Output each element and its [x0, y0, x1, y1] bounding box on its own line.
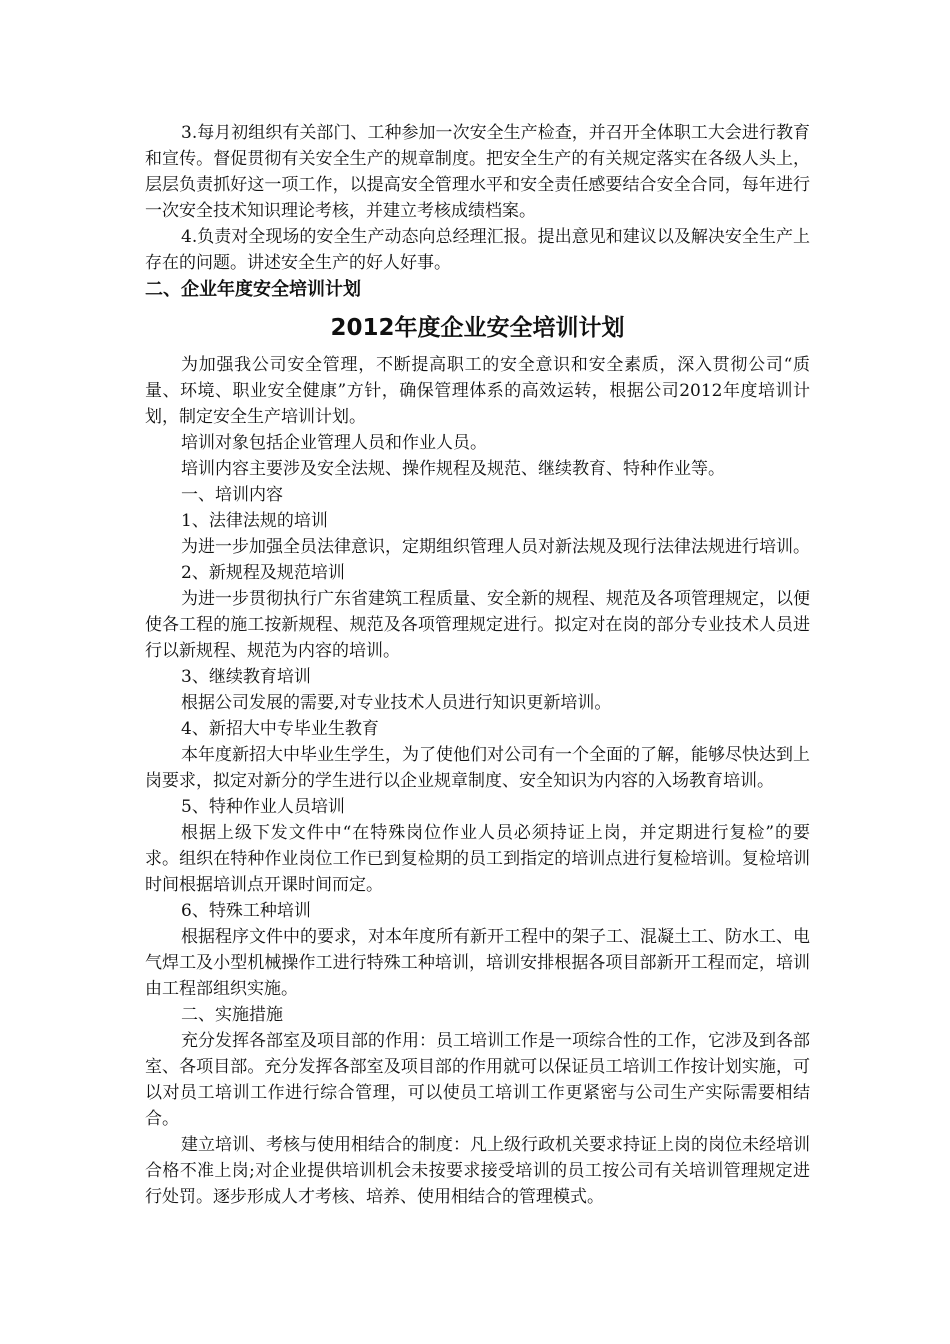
- item-heading: 2、新规程及规范培训: [181, 563, 345, 583]
- item-text: 为进一步加强全员法律意识，定期组织管理人员对新法规及现行法律法规进行培训。: [181, 537, 810, 557]
- intro-item-4: 4.负责对全现场的安全生产动态向总经理汇报。提出意见和建议以及解决安全生产上存在的问题。讲述安全生产的好人好事。: [145, 227, 810, 273]
- item-heading: 5、特种作业人员培训: [181, 797, 345, 817]
- training-target: 培训对象包括企业管理人员和作业人员。: [181, 433, 487, 453]
- section-heading: 二、企业年度安全培训计划: [145, 279, 361, 300]
- item-heading: 4、新招大中专毕业生教育: [181, 719, 379, 739]
- part1-heading: 一、培训内容: [181, 485, 283, 505]
- item-text: 本年度新招大中毕业生学生，为了使他们对公司有一个全面的了解，能够尽快达到上岗要求，拟定对新分的学生进行以企业规章制度、安全知识为内容的入场教育培训。: [145, 745, 810, 791]
- item-heading: 6、特殊工种培训: [181, 901, 311, 921]
- measure-paragraph: 充分发挥各部室及项目部的作用：员工培训工作是一项综合性的工作，它涉及到各部室、各项目部。充分发挥各部室及项目部的作用就可以保证员工培训工作按计划实施，可以对员工培训工作进行综合管理，可以使员工培训工作更紧密与公司生产实际需要相结合。: [145, 1031, 810, 1129]
- document-page: [145, 120, 810, 1210]
- item-heading: 1、法律法规的培训: [181, 511, 328, 531]
- item-text: 为进一步贯彻执行广东省建筑工程质量、安全新的规程、规范及各项管理规定，以便使各工程的施工按新规程、规范及各项管理规定进行。拟定对在岗的部分专业技术人员进行以新规程、规范为内容的培训。: [145, 589, 810, 661]
- preamble-paragraph: 为加强我公司安全管理，不断提高职工的安全意识和安全素质，深入贯彻公司“质量、环境、职业安全健康”方针，确保管理体系的高效运转，根据公司2012年度培训计划，制定安全生产培训计划。: [145, 355, 810, 427]
- intro-item-3: 3.每月初组织有关部门、工种参加一次安全生产检查，并召开全体职工大会进行教育和宣传。督促贯彻有关安全生产的规章制度。把安全生产的有关规定落实在各级人头上，层层负责抓好这一项工作，以提高安全管理水平和安全责任感要结合安全合同，每年进行一次安全技术知识理论考核，并建立考核成绩档案。: [145, 123, 810, 221]
- item-text: 根据程序文件中的要求，对本年度所有新开工程中的架子工、混凝土工、防水工、电气焊工及小型机械操作工进行特殊工种培训，培训安排根据各项目部新开工程而定，培训由工程部组织实施。: [145, 927, 810, 999]
- item-text: 根据公司发展的需要,对专业技术人员进行知识更新培训。: [181, 693, 612, 713]
- part2-heading: 二、实施措施: [181, 1005, 283, 1025]
- item-text: 根据上级下发文件中“在特殊岗位作业人员必须持证上岗，并定期进行复检”的要求。组织在特种作业岗位工作已到复检期的员工到指定的培训点进行复检培训。复检培训时间根据培训点开课时间而定。: [145, 823, 810, 895]
- training-content-summary: 培训内容主要涉及安全法规、操作规程及规范、继续教育、特种作业等。: [181, 459, 725, 479]
- measure-paragraph: 建立培训、考核与使用相结合的制度：凡上级行政机关要求持证上岗的岗位未经培训合格不准上岗;对企业提供培训机会未按要求接受培训的员工按公司有关培训管理规定进行处罚。逐步形成人才考核、培养、使用相结合的管理模式。: [145, 1135, 810, 1207]
- item-heading: 3、继续教育培训: [181, 667, 311, 687]
- document-title: 2012年度企业安全培训计划: [330, 315, 625, 341]
